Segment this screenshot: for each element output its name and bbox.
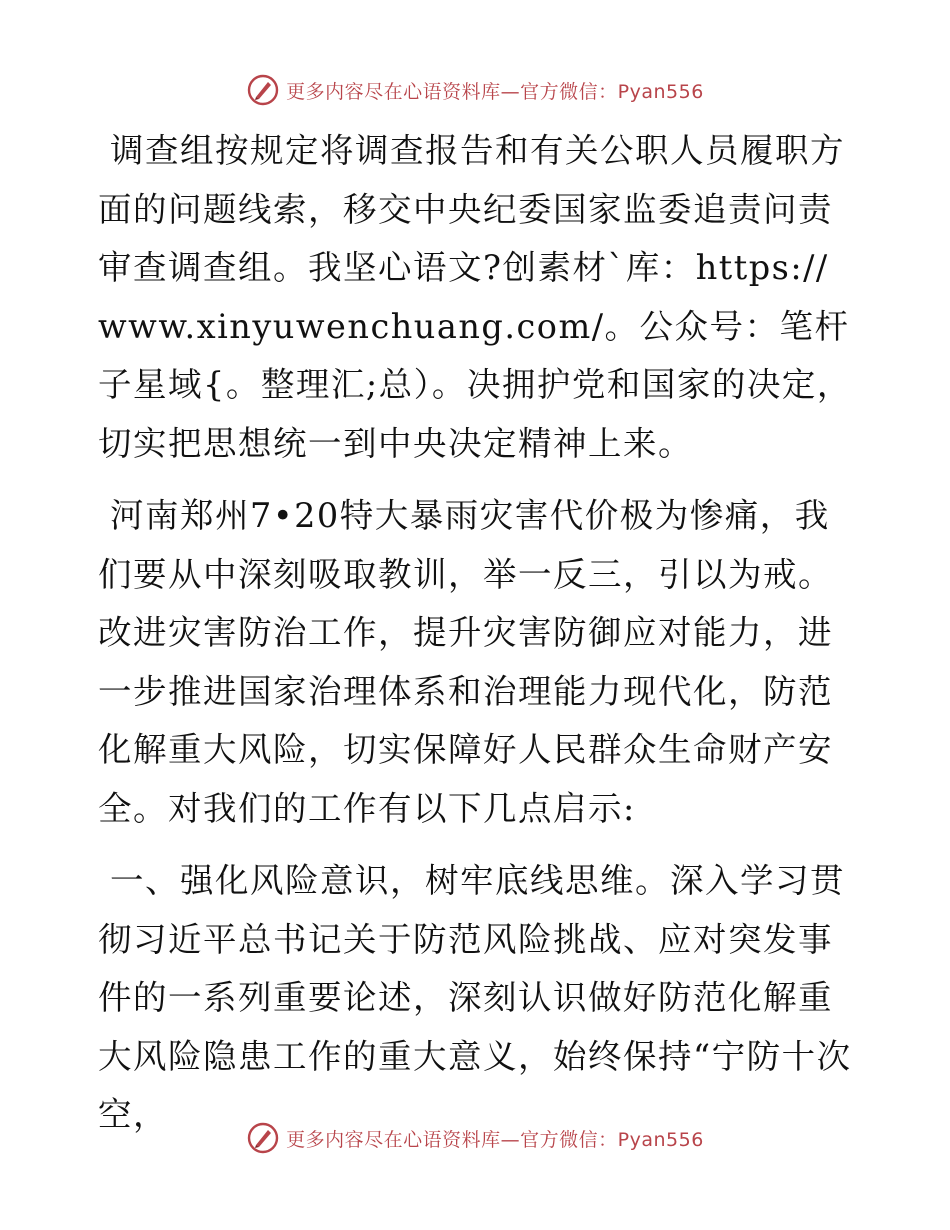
document-body [98,122,858,1159]
paragraph-1: 调查组按规定将调查报告和有关公职人员履职方面的问题线索，移交中央纪委国家监委追责问责审查调查组。我坚心语文?创素材`库：https://www.xinyuwenchuang.com/。公众号：笔杆子星域{。整理汇;总）。决拥护党和国家的决定，切实把思想统一到中央决定精神上来。 [98,131,852,463]
footer-banner-text: 更多内容尽在心语资料库—官方微信：Pyan556 [286,1128,704,1151]
footer-banner [0,1118,950,1158]
paragraph-2: 河南郑州7•20特大暴雨灾害代价极为惨痛，我们要从中深刻吸取教训，举一反三，引以为戒。改进灾害防治工作，提升灾害防御应对能力，进一步推进国家治理体系和治理能力现代化，防范化解重大风险，切实保障好人民群众生命财产安全。对我们的工作有以下几点启示: [98,496,833,828]
pen-logo-icon [246,73,280,107]
header-banner-text: 更多内容尽在心语资料库—官方微信：Pyan556 [286,80,704,103]
paragraph-3: 一、强化风险意识，树牢底线思维。深入学习贯彻习近平总书记关于防范风险挑战、应对突发事件的一系列重要论述，深刻认识做好防范化解重大风险隐患工作的重大意义，始终保持“宁防十次空， [98,861,852,1134]
header-banner [0,70,950,110]
pen-logo-icon [246,1121,280,1155]
